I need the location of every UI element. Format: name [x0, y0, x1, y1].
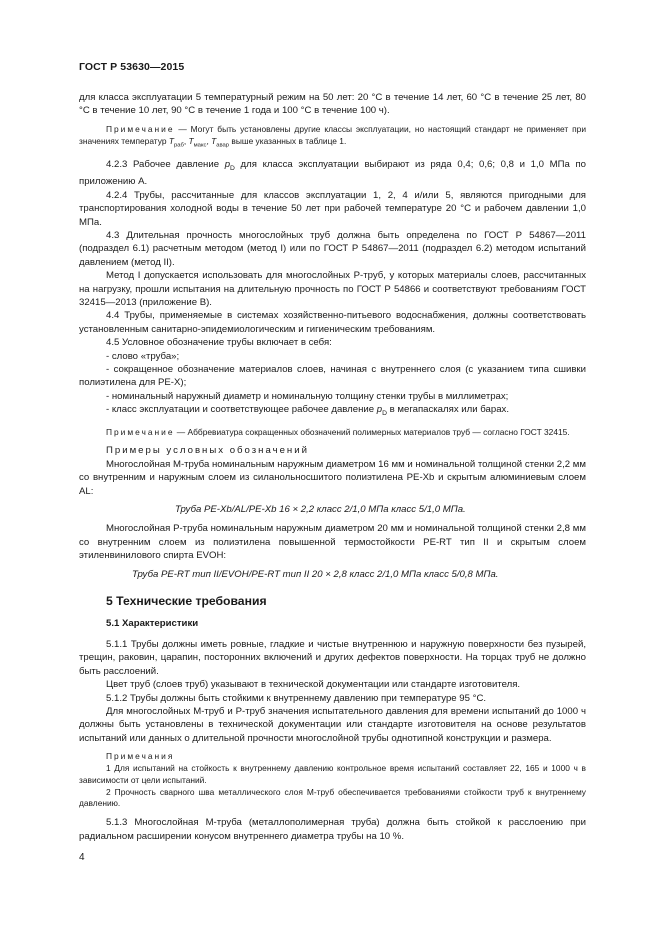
paragraph-4-4: 4.4 Трубы, применяемые в системах хозяйственно-питьевого водоснабжения, должны соответствовать установленным санитарно-эпидемиологическим и гигиеническим требованиям.: [79, 310, 586, 335]
list-item: - класс эксплуатации и соответствующее рабочее давление $p_D$ в мегапаскалях или барах.: [106, 404, 510, 418]
paragraph-5-1-3: 5.1.3 Многослойная М-труба (металлополимерная труба) должна быть стойкой к расслоению при радиальном расширении конусом внутреннего диаметра трубы на 10 %.: [79, 817, 586, 842]
paragraph: Метод I допускается использовать для многослойных Р-труб, у которых материалы слоев, рассчитанных на нагрузку, прошли испытания на длительную прочность по ГОСТ Р 54866 и соответствуют требованиям ГОСТ 32415—2013 (приложение В).: [79, 270, 586, 309]
note: Примечание — Могут быть установлены другие классы эксплуатации, но настоящий стандарт не применяет при значениях температур $T_{раб}$, $T_{макс}$, $T_{авар}$ выше указанных в таблице 1.: [79, 123, 586, 149]
page-number: 4: [79, 852, 85, 863]
section-title: 5 Технические требования: [106, 594, 267, 609]
example-text: Многослойная Р-труба номинальным наружным диаметром 20 мм и номинальной толщиной стенки 2,8 мм со внутренним слоем из полиэтилена повышенной термостойкости РЕ-RT тип II и скрытым слоем этиленвинилового спирта EVOH:: [79, 523, 586, 562]
list-item: - сокращенное обозначение материалов слоев, начиная с внутреннего слоя (с указанием типа сшивки полиэтилена для РЕ-Х);: [79, 364, 586, 389]
paragraph-4-2-3: 4.2.3 Рабочее давление $p_D$ для класса эксплуатации выбирают из ряда 0,4; 0,6; 0,8 и 1,0 МПа по приложению А.: [79, 159, 586, 188]
examples-heading: Примеры условных обозначений: [106, 445, 309, 457]
example-formula: Труба PE-Xb/AL/PE-Xb 16 × 2,2 класс 2/1,0 МПа класс 5/1,0 МПа.: [175, 504, 466, 516]
subsection-title: 5.1 Характеристики: [106, 618, 199, 630]
paragraph: Цвет труб (слоев труб) указывают в технической документации или стандарте изготовителя.: [106, 679, 521, 691]
notes-label: Примечания: [106, 751, 175, 762]
note-label: Примечание: [106, 426, 175, 437]
document-header: ГОСТ Р 53630—2015: [79, 61, 185, 73]
list-item: - слово «труба»;: [106, 350, 180, 362]
note: 1 Для испытаний на стойкость к внутреннему давлению контрольное время испытаний составляет 22, 165 и 1000 ч в зависимости от цели испытаний.: [79, 762, 586, 785]
list-item: - номинальный наружный диаметр и номинальную толщину стенки трубы в миллиметрах;: [106, 390, 509, 402]
paragraph-5-1-1: 5.1.1 Трубы должны иметь ровные, гладкие и чистые внутреннюю и наружную поверхности без пузырей, трещин, раковин, царапин, посторонних включений и других дефектов поверхности. На торцах труб не должно быть расслоений.: [79, 638, 586, 677]
paragraph-4-3: 4.3 Длительная прочность многослойных труб должна быть определена по ГОСТ Р 54867—2011 (подраздел 6.1) расчетным методом (метод I) или по ГОСТ Р 54867—2011 (подраздел 6.2) методом испытаний давлением (метод II).: [79, 230, 586, 268]
note: 2 Прочность сварного шва металлического слоя М-труб обеспечивается требованиями стойкости труб к внутреннему давлению.: [79, 786, 586, 809]
paragraph: Для многослойных М-труб и Р-труб значения испытательного давления для времени испытаний до 1000 ч должны быть установлены в технической документации или стандарте изготовителя на основе результатов испытаний или данных о длительной прочности многослойной трубы однотипной конструкции и размера.: [79, 705, 586, 744]
document-body: [79, 91, 586, 843]
paragraph-4-5: 4.5 Условное обозначение трубы включает в себя:: [106, 337, 332, 349]
paragraph-5-1-2: 5.1.2 Трубы должны быть стойкими к внутреннему давлению при температуре 95 °С.: [106, 692, 487, 704]
paragraph-4-2-4: 4.2.4 Трубы, рассчитанные для классов эксплуатации 1, 2, 4 и/или 5, являются пригодными для транспортирования холодной воды в течение 50 лет при рабочей температуре 20 °С и рабочем давлении 1,0 МПа.: [79, 189, 586, 228]
note: Примечание — Аббревиатура сокращенных обозначений полимерных материалов труб — согласно ГОСТ 32415.: [106, 426, 570, 437]
example-formula: Труба PE-RT тип II/EVOH/PE-RT тип II 20 × 2,8 класс 2/1,0 МПа класс 5/0,8 МПа.: [132, 568, 499, 580]
paragraph: для класса эксплуатации 5 температурный режим на 50 лет: 20 °С в течение 14 лет, 60 °С в течение 25 лет, 80 °С в течение 10 лет, 90 °С в течение 1 года и 100 °С в течение 100 ч).: [79, 92, 586, 117]
note-label: Примечание: [106, 123, 175, 134]
example-text: Многослойная М-труба номинальным наружным диаметром 16 мм и номинальной толщиной стенки 2,2 мм со внутренним и наружным слоем из силанольносшитого полиэтилена РЕ-Xb и скрытым алюминиевым слоем AL:: [79, 458, 586, 497]
